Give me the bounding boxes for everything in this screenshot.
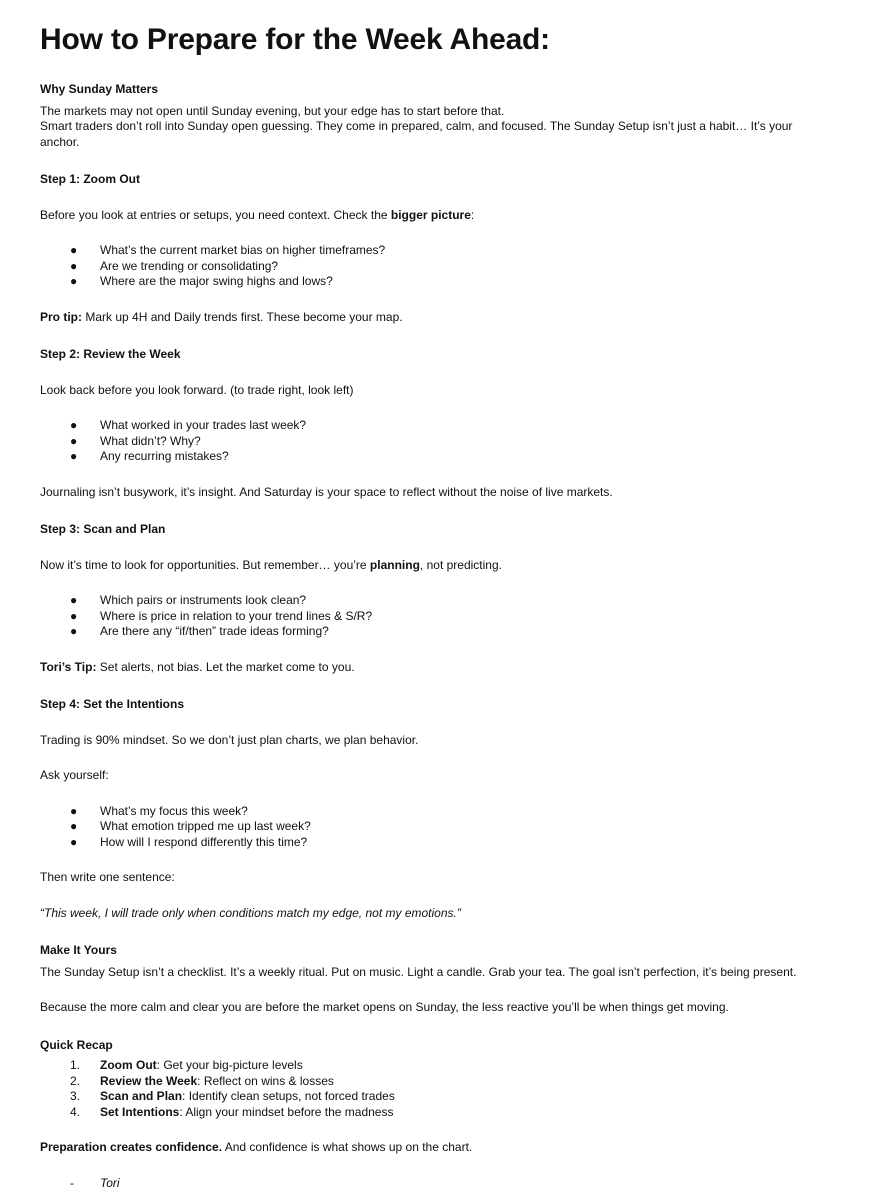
list-item: ● Are we trending or consolidating?: [70, 258, 279, 273]
section-step-1: [40, 172, 834, 325]
bullet-icon: ●: [70, 418, 78, 432]
list-item: 3. Scan and Plan: Identify clean setups, not forced trades: [70, 1089, 395, 1103]
section-why-sunday: [40, 82, 834, 150]
paragraph: Smart traders don’t roll into Sunday open guessing. They come in prepared, calm, and focused. The Sunday Setup isn’t just a habit… It’s your anchor.: [40, 119, 793, 149]
list-item: ● Are there any “if/then” trade ideas forming?: [70, 624, 329, 638]
tori-tip: Tori’s Tip: Set alerts, not bias. Let the market come to you.: [40, 659, 355, 674]
list-item: ● What’s my focus this week?: [70, 803, 248, 818]
bullet-icon: ●: [70, 593, 78, 607]
section-step-2: [40, 347, 834, 500]
paragraph: Before you look at entries or setups, you need context. Check the bigger picture:: [40, 207, 475, 222]
closing-statement: Preparation creates confidence. And confidence is what shows up on the chart.: [40, 1140, 473, 1154]
bullet-icon: ●: [70, 243, 78, 257]
pro-tip: Pro tip: Mark up 4H and Daily trends first. These become your map.: [40, 309, 403, 324]
section-make-it-yours: [40, 943, 834, 1016]
bullet-list: [40, 418, 834, 465]
section-heading: Step 2: Review the Week: [40, 347, 181, 361]
paragraph: Ask yourself:: [40, 768, 109, 782]
list-item: 2. Review the Week: Reflect on wins & losses: [70, 1073, 334, 1088]
list-item: ● What emotion tripped me up last week?: [70, 819, 311, 833]
paragraph: Look back before you look forward. (to trade right, look left): [40, 382, 354, 397]
section-heading: Step 3: Scan and Plan: [40, 522, 166, 536]
list-item: ● What didn’t? Why?: [70, 433, 201, 448]
paragraph: The markets may not open until Sunday evening, but your edge has to start before that.: [40, 103, 505, 118]
paragraph: The Sunday Setup isn’t a checklist. It’s a weekly ritual. Put on music. Light a candle. Grab your tea. The goal isn’t perfection, it’s being present.: [40, 964, 797, 979]
paragraph: Then write one sentence:: [40, 870, 175, 884]
list-item: ● What worked in your trades last week?: [70, 418, 307, 432]
page-title: How to Prepare for the Week Ahead:: [40, 23, 550, 56]
bullet-list: [40, 804, 834, 851]
bullet-icon: ●: [70, 608, 78, 623]
section-heading: Why Sunday Matters: [40, 82, 159, 96]
bullet-icon: ●: [70, 834, 78, 849]
section-heading: Step 1: Zoom Out: [40, 172, 140, 186]
paragraph: Trading is 90% mindset. So we don’t just plan charts, we plan behavior.: [40, 732, 419, 747]
bullet-icon: ●: [70, 449, 78, 463]
list-item: 4. Set Intentions: Align your mindset before the madness: [70, 1104, 394, 1119]
section-step-4: [40, 697, 834, 921]
list-item: ● What’s the current market bias on higher timeframes?: [70, 243, 386, 257]
numbered-list: [40, 1058, 834, 1120]
paragraph: Now it’s time to look for opportunities. But remember… you’re planning, not predicting.: [40, 557, 502, 572]
bullet-icon: ●: [70, 624, 78, 638]
list-item: 1. Zoom Out: Get your big-picture levels: [70, 1058, 303, 1072]
bullet-icon: ●: [70, 803, 78, 818]
section-heading: Step 4: Set the Intentions: [40, 697, 185, 711]
section-heading: Quick Recap: [40, 1037, 113, 1052]
intention-quote: “This week, I will trade only when conditions match my edge, not my emotions.”: [40, 905, 461, 920]
bullet-icon: ●: [70, 258, 78, 273]
paragraph: Because the more calm and clear you are before the market opens on Sunday, the less reactive you’ll be when things get moving.: [40, 1000, 729, 1014]
bullet-list: [40, 243, 834, 290]
list-item: ● Where is price in relation to your trend lines & S/R?: [70, 608, 373, 623]
list-item: ● Which pairs or instruments look clean?: [70, 593, 307, 607]
paragraph: Journaling isn’t busywork, it’s insight. And Saturday is your space to reflect without the noise of live markets.: [40, 484, 613, 499]
signature: - Tori: [70, 1175, 120, 1190]
bullet-icon: ●: [70, 819, 78, 833]
bullet-icon: ●: [70, 433, 78, 448]
list-item: ● Where are the major swing highs and lows?: [70, 274, 333, 288]
list-item: ● Any recurring mistakes?: [70, 449, 229, 463]
section-heading: Make It Yours: [40, 943, 117, 957]
bullet-icon: ●: [70, 274, 78, 288]
section-step-3: [40, 522, 834, 675]
section-quick-recap: [40, 1038, 834, 1121]
list-item: ● How will I respond differently this time?: [70, 834, 308, 849]
bullet-list: [40, 593, 834, 640]
